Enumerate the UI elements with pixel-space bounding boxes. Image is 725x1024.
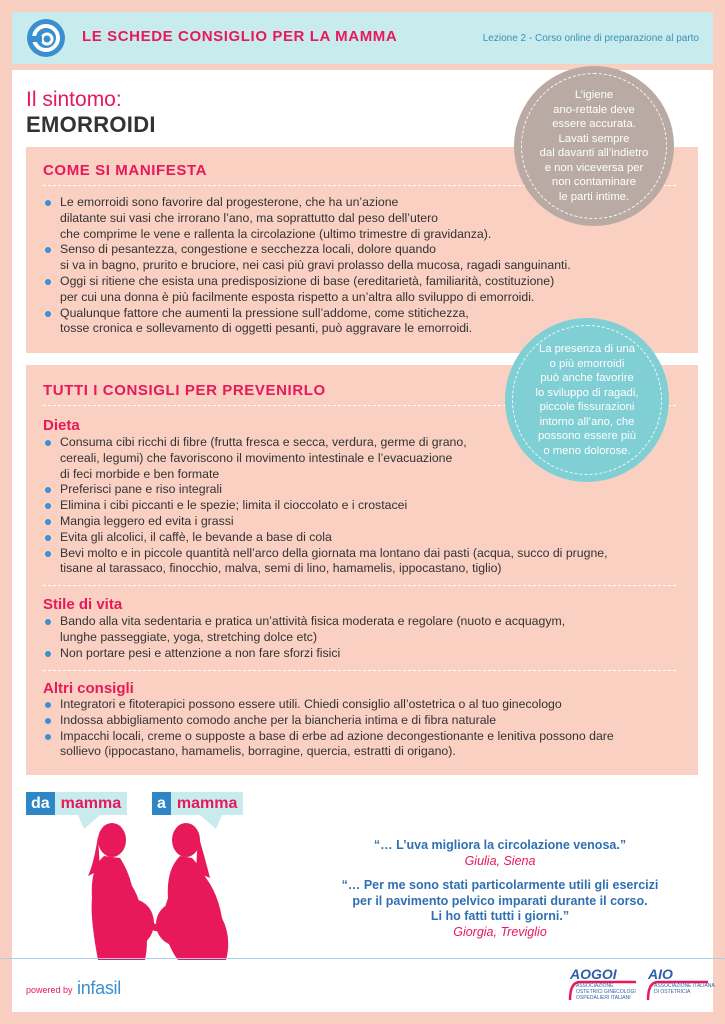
powered-by-label: powered by — [26, 985, 73, 995]
tag-word: mamma — [171, 792, 243, 815]
tip-circle-hygiene-text: L’igiene ano-rettale deve essere accurata. Lavati sempre dal davanti all’indietro e non viceversa per non contaminare le parti intime. — [539, 89, 649, 203]
altri-list — [43, 697, 614, 760]
divider — [43, 670, 676, 671]
list-item: Non portare pesi e attenzione a non fare sforzi fisici — [43, 646, 565, 662]
manifesta-title: COME SI MANIFESTA — [43, 162, 208, 179]
list-item: Indossa abbigliamento comodo anche per la biancheria intima e di fibra naturale — [43, 713, 614, 729]
stile-title: Stile di vita — [43, 596, 123, 613]
dieta-list — [43, 435, 608, 577]
tip-circle-ragadi — [505, 318, 669, 482]
tag-word: mamma — [55, 792, 127, 815]
tip-circle-hygiene — [514, 66, 674, 226]
manifesta-list — [43, 195, 571, 337]
tip-circle-ragadi-text: La presenza di una o più emorroidi può anche favorire lo sviluppo di ragadi, piccole fissurazioni intorno all’ano, che possono essere più o meno dolorose. — [535, 343, 639, 457]
list-item: Evita gli alcolici, il caffè, le bevande a base di cola — [43, 530, 608, 546]
aio-logo — [646, 966, 715, 1006]
tag-da-mamma — [26, 792, 127, 815]
list-item: Integratori e fitoterapici possono essere utili. Chiedi consiglio all’ostetrica o al tuo ginecologo — [43, 697, 614, 713]
aogoi-sub: ASSOCIAZIONE OSTETRICI GINECOLOGI OSPEDALIERI ITALIANI — [576, 983, 636, 1001]
header-title: LE SCHEDE CONSIGLIO PER LA MAMMA — [82, 28, 398, 45]
list-item: Elimina i cibi piccanti e le spezie; limita il cioccolato e i crostacei — [43, 498, 608, 514]
infasil-logo: infasil — [77, 978, 121, 998]
aogoi-logo — [568, 966, 640, 1006]
tag-prefix: da — [26, 792, 55, 815]
prevenire-title: TUTTI I CONSIGLI PER PREVENIRLO — [43, 382, 326, 399]
tag-a-mamma — [152, 792, 243, 815]
testimonial-author: Giorgia, Treviglio — [453, 924, 547, 939]
spiral-logo-icon — [26, 18, 66, 58]
aogoi-name: AOGOI — [570, 966, 617, 982]
symptom-title: EMORROIDI — [26, 112, 156, 137]
footer-divider — [0, 958, 725, 959]
testimonial-quote: “… L’uva migliora la circolazione venosa.” — [373, 838, 627, 852]
altri-title: Altri consigli — [43, 680, 134, 697]
list-item: Consuma cibi ricchi di fibre (frutta fresca e secca, verdura, germe di grano, cereali, legumi) che favoriscono il movimento intestinale e l’evacuazione di feci morbide e ben formate — [43, 435, 608, 482]
testimonial-2 — [300, 878, 700, 940]
testimonial-1 — [300, 838, 700, 869]
header-banner — [12, 12, 713, 64]
list-item: Mangia leggero ed evita i grassi — [43, 514, 608, 530]
stile-list — [43, 614, 565, 661]
list-item: Bando alla vita sedentaria e pratica un’attività fisica moderata e regolare (nuoto e acquagym, lunghe passeggiate, yoga, stretching dolce etc) — [43, 614, 565, 646]
aio-name: AIO — [648, 966, 673, 982]
list-item: Preferisci pane e riso integrali — [43, 482, 608, 498]
symptom-label: Il sintomo: — [26, 88, 122, 111]
list-item: Bevi molto e in piccole quantità nell’arco della giornata ma lontano dai pasti (acqua, succo di prugne, tisane al tarassaco, finocchio, malva, semi di lino, hamamelis, ippocastano, tiglio) — [43, 546, 608, 578]
list-item: Senso di pesantezza, congestione e secchezza locali, dolore quando si va in bagno, prurito e bruciore, nei casi più gravi prolasso della mucosa, ragadi sanguinanti. — [43, 242, 571, 274]
pregnant-women-silhouette-icon — [70, 818, 280, 960]
header-subtitle: Lezione 2 - Corso online di preparazione al parto — [482, 33, 699, 44]
testimonial-author: Giulia, Siena — [464, 853, 536, 868]
list-item: Impacchi locali, creme o supposte a base di erbe ad azione decongestionante e lenitiva possono dare sollievo (ippocastano, hamamelis, borragine, quercia, estratti di origano). — [43, 729, 614, 761]
tag-prefix: a — [152, 792, 171, 815]
aio-sub: ASSOCIAZIONE ITALIANA DI OSTETRICIA — [654, 983, 715, 995]
divider — [43, 585, 676, 586]
list-item: Le emorroidi sono favorire dal progesterone, che ha un’azione dilatante sui vasi che irrorano l’ano, ma soprattutto dal peso dell’utero che comprime le vene e rallenta la circolazione (ultimo trimestre di gravidanza). — [43, 195, 571, 242]
list-item: Qualunque fattore che aumenti la pressione sull’addome, come stitichezza, tosse cronica e sollevamento di oggetti pesanti, può aggravare le emorroidi. — [43, 306, 571, 338]
testimonial-quote: “… Per me sono stati particolarmente utili gli esercizi per il pavimento pelvico imparati durante il corso. Li ho fatti tutti i giorni.” — [341, 878, 659, 923]
dieta-title: Dieta — [43, 417, 80, 434]
list-item: Oggi si ritiene che esista una predisposizione di base (ereditarietà, familiarità, costituzione) per cui una donna è più facilmente esposta rispetto a un’altra allo sviluppo di emorroidi. — [43, 274, 571, 306]
